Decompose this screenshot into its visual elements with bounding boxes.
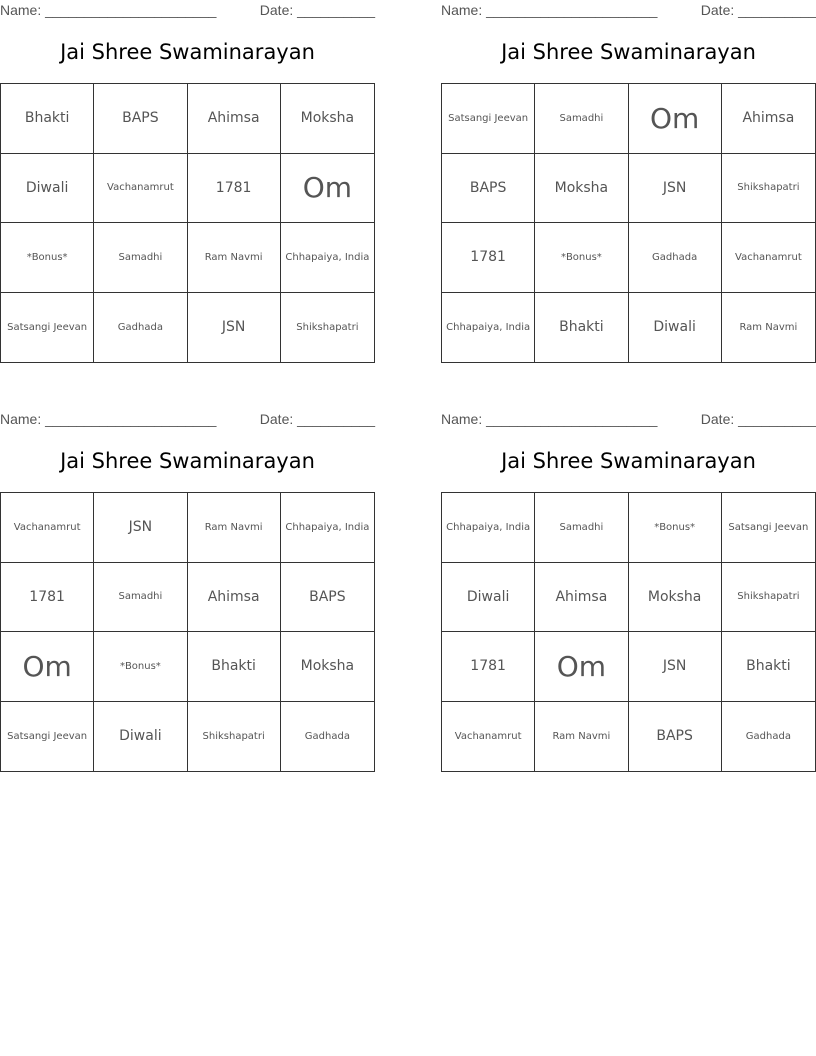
bingo-cell: Ahimsa bbox=[722, 84, 815, 154]
bingo-cell: Vachanamrut bbox=[1, 493, 94, 563]
bingo-cell: Chhapaiya, India bbox=[442, 493, 535, 563]
name-label: Name: ______________________ bbox=[441, 411, 658, 427]
bingo-cell: 1781 bbox=[442, 223, 535, 293]
name-date-row bbox=[441, 2, 816, 20]
bingo-cell: Ahimsa bbox=[188, 84, 281, 154]
bingo-cell: Diwali bbox=[629, 293, 722, 363]
date-label: Date: __________ bbox=[700, 411, 816, 427]
bingo-cell: Ram Navmi bbox=[739, 321, 798, 333]
bingo-cell: Om bbox=[281, 154, 374, 224]
bingo-cell: 1781 bbox=[188, 154, 281, 224]
bingo-cell: Samadhi bbox=[94, 563, 187, 633]
card-title: Jai Shree Swaminarayan bbox=[501, 449, 756, 473]
bingo-cell: Moksha bbox=[281, 84, 374, 154]
bingo-card-4 bbox=[441, 409, 816, 784]
date-label: Date: __________ bbox=[259, 2, 375, 18]
bingo-cell: Bhakti bbox=[722, 632, 815, 702]
bingo-cell: Ram Navmi bbox=[188, 493, 281, 563]
bingo-cell: JSN bbox=[629, 632, 722, 702]
bingo-cell: BAPS bbox=[94, 84, 187, 154]
bingo-cell: Diwali bbox=[94, 702, 187, 772]
bingo-cell: Shikshapatri bbox=[722, 563, 815, 633]
bingo-grid bbox=[0, 83, 375, 363]
name-label: Name: ______________________ bbox=[441, 2, 658, 18]
bingo-cell: Bhakti bbox=[535, 293, 628, 363]
bingo-cell: Gadhada bbox=[304, 730, 350, 742]
bingo-cell: BAPS bbox=[629, 702, 722, 772]
bingo-cell: JSN bbox=[188, 293, 281, 363]
name-label: Name: ______________________ bbox=[0, 411, 217, 427]
bingo-cell: Shikshapatri bbox=[296, 321, 359, 333]
bingo-cell: Om bbox=[535, 632, 628, 702]
bingo-cell: Satsangi Jeevan bbox=[1, 293, 94, 363]
bingo-grid bbox=[0, 492, 375, 772]
bingo-cell: Bhakti bbox=[1, 84, 94, 154]
bingo-cell: 1781 bbox=[442, 632, 535, 702]
bingo-cell: Om bbox=[629, 84, 722, 154]
bingo-cell: Vachanamrut bbox=[722, 223, 815, 293]
bingo-cell: Bhakti bbox=[188, 632, 281, 702]
bingo-cell: *Bonus* bbox=[535, 223, 628, 293]
bingo-cell: Ahimsa bbox=[535, 563, 628, 633]
bingo-cell: Samadhi bbox=[535, 84, 628, 154]
bingo-cell: Satsangi Jeevan bbox=[1, 702, 94, 772]
bingo-cell: *Bonus* bbox=[94, 632, 187, 702]
bingo-cell: JSN bbox=[94, 493, 187, 563]
bingo-cell: Chhapaiya, India bbox=[281, 223, 374, 293]
bingo-cell: JSN bbox=[629, 154, 722, 224]
bingo-cell: Diwali bbox=[442, 563, 535, 633]
date-label: Date: __________ bbox=[259, 411, 375, 427]
bingo-cell: Satsangi Jeevan bbox=[442, 84, 535, 154]
bingo-cell: Vachanamrut bbox=[94, 154, 187, 224]
bingo-cell: BAPS bbox=[281, 563, 374, 633]
bingo-cell: *Bonus* bbox=[1, 223, 94, 293]
bingo-cell: Gadhada bbox=[94, 293, 187, 363]
bingo-cell: Chhapaiya, India bbox=[281, 493, 374, 563]
bingo-card-1 bbox=[0, 0, 375, 375]
bingo-cell: BAPS bbox=[442, 154, 535, 224]
bingo-cell: Vachanamrut bbox=[442, 702, 535, 772]
bingo-grid bbox=[441, 83, 816, 363]
bingo-cell: Ram Navmi bbox=[535, 702, 628, 772]
card-title: Jai Shree Swaminarayan bbox=[60, 40, 315, 64]
name-date-row bbox=[0, 2, 375, 20]
bingo-cell: Moksha bbox=[281, 632, 374, 702]
bingo-cell: Ram Navmi bbox=[188, 223, 281, 293]
date-label: Date: __________ bbox=[700, 2, 816, 18]
name-date-row bbox=[441, 411, 816, 429]
bingo-cell: Gadhada bbox=[629, 223, 722, 293]
name-date-row bbox=[0, 411, 375, 429]
bingo-cell: Samadhi bbox=[535, 493, 628, 563]
bingo-cell: Om bbox=[1, 632, 94, 702]
bingo-cell: Shikshapatri bbox=[188, 702, 281, 772]
card-title: Jai Shree Swaminarayan bbox=[60, 449, 315, 473]
bingo-cell: Moksha bbox=[535, 154, 628, 224]
bingo-cell: Samadhi bbox=[94, 223, 187, 293]
name-label: Name: ______________________ bbox=[0, 2, 217, 18]
bingo-card-3 bbox=[0, 409, 375, 784]
bingo-cell: Satsangi Jeevan bbox=[722, 493, 815, 563]
bingo-cell: Ahimsa bbox=[188, 563, 281, 633]
bingo-cell: 1781 bbox=[1, 563, 94, 633]
bingo-grid bbox=[441, 492, 816, 772]
bingo-cell: *Bonus* bbox=[629, 493, 722, 563]
card-title: Jai Shree Swaminarayan bbox=[501, 40, 756, 64]
bingo-cell: Diwali bbox=[1, 154, 94, 224]
bingo-cell: Moksha bbox=[629, 563, 722, 633]
bingo-cell: Chhapaiya, India bbox=[442, 293, 535, 363]
bingo-cell: Gadhada bbox=[745, 730, 791, 742]
bingo-card-2 bbox=[441, 0, 816, 375]
bingo-cell: Shikshapatri bbox=[722, 154, 815, 224]
